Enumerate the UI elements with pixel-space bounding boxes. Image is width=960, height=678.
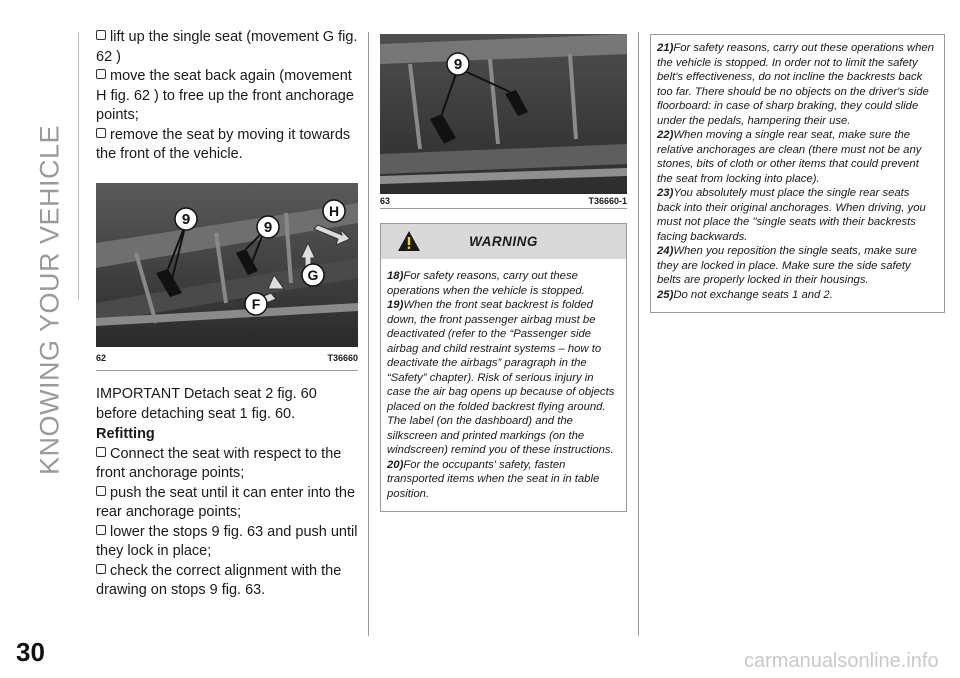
warning-header	[381, 224, 626, 259]
svg-text:F: F	[251, 295, 261, 312]
figure-63-caption	[380, 194, 627, 209]
seat-stops-illustration	[380, 34, 627, 194]
callout-f	[245, 293, 267, 315]
callout-h	[323, 200, 345, 222]
callout-9b	[257, 216, 279, 238]
figure-63	[380, 34, 627, 194]
column-2	[380, 34, 627, 512]
figure-number: 62	[96, 352, 107, 363]
svg-text:H: H	[328, 202, 340, 219]
list-item: lower the stops 9 fig. 63 and push until they lock in place;	[96, 523, 358, 559]
checkbox-bullet-icon	[96, 128, 106, 138]
warning-notes	[381, 259, 626, 511]
svg-text:9: 9	[453, 56, 463, 73]
checkbox-bullet-icon	[96, 564, 106, 574]
checkbox-bullet-icon	[96, 525, 106, 535]
section-title-vertical: KNOWING YOUR VEHICLE	[34, 124, 65, 476]
note-item: 18)For safety reasons, carry out these operations when the vehicle is stopped.	[387, 270, 585, 297]
warning-title: WARNING	[469, 234, 538, 249]
list-item: move the seat back again (movement H fig. 62 ) to free up the front anchorage points;	[96, 68, 354, 123]
callout-g	[302, 264, 324, 286]
list-item: Connect the seat with respect to the front anchorage points;	[96, 445, 342, 481]
figure-number: 63	[380, 196, 391, 206]
column-divider-2	[638, 32, 639, 636]
checkbox-bullet-icon	[96, 447, 106, 457]
list-item: remove the seat by moving it towards the front of the vehicle.	[96, 126, 351, 162]
figure-62-caption	[96, 347, 358, 372]
svg-text:9: 9	[263, 218, 273, 236]
note-item: 23)You absolutely must place the single rear seats back into their original anchorages. When driving, you must not place the "single seats with their backrests facing backwards.	[657, 187, 926, 243]
svg-text:9: 9	[181, 210, 191, 228]
column-1	[96, 28, 358, 601]
checkbox-bullet-icon	[96, 30, 106, 40]
column-3	[650, 34, 945, 313]
page-number: 30	[16, 637, 45, 667]
note-item: 21)For safety reasons, carry out these operations when the vehicle is stopped. In order not to limit the safety belt's effectiveness, do not incline the backrests back too far. There should be no objects on the driver's side floorboard: in case of sharp braking, they could slide under the pedals, hampering their use.	[657, 42, 934, 127]
column-divider-1	[368, 32, 369, 636]
warning-notes	[651, 35, 944, 312]
refitting-heading: Refitting	[96, 426, 155, 442]
section-divider	[78, 32, 79, 300]
figure-code: T36660	[327, 352, 358, 363]
note-item: 20)For the occupants' safety, fasten transported items when the seat in in table position.	[387, 458, 600, 500]
svg-text:G: G	[307, 266, 319, 283]
list-item: lift up the single seat (movement G fig. 62 )	[96, 29, 358, 65]
figure-code: T36660-1	[588, 196, 627, 206]
seat-anchorage-illustration	[96, 183, 358, 347]
warning-box-continued	[650, 34, 945, 313]
note-item: 19)When the front seat backrest is folded down, the front passenger airbag must be deactivated (refer to the “Passenger side airbag and child restraint systems – how to deactivate the airbags” paragraph in the “Safety” chapter). Risk of serious injury in case the air bag opens up because of objects placed on the folded backrest flying around. The label (on the dashboard) and the silkscreen and printed markings (on the windscreen) remind you of these instructions.	[387, 299, 615, 456]
warning-triangle-icon	[397, 230, 421, 252]
note-item: 24)When you reposition the single seats, make sure they are locked in place. Make sure the side safety belts are properly locked in their housings.	[657, 245, 917, 286]
checkbox-bullet-icon	[96, 486, 106, 496]
note-item: 22)When moving a single rear seat, make sure the relative anchorages are clean (there must not be any stones, bits of cloth or other items that could prevent the seat from locking into place).	[657, 129, 922, 185]
warning-box	[380, 223, 627, 512]
note-item: 25)Do not exchange seats 1 and 2.	[657, 288, 833, 301]
figure-62	[96, 183, 358, 347]
checkbox-bullet-icon	[96, 69, 106, 79]
important-note: IMPORTANT Detach seat 2 fig. 60 before detaching seat 1 fig. 60.	[96, 386, 317, 422]
callout-9	[447, 53, 469, 75]
list-item: push the seat until it can enter into the rear anchorage points;	[96, 484, 356, 520]
watermark: carmanualsonline.info	[744, 650, 939, 672]
list-item: check the correct alignment with the drawing on stops 9 fig. 63.	[96, 562, 342, 598]
callout-9a	[175, 208, 197, 230]
